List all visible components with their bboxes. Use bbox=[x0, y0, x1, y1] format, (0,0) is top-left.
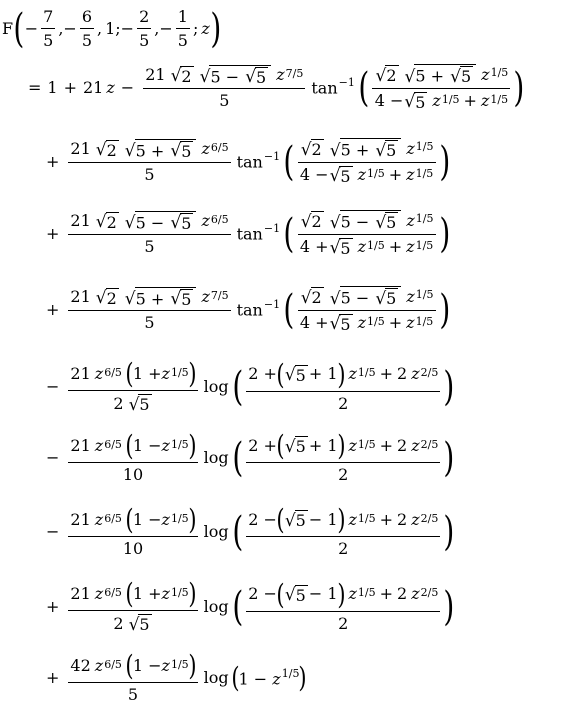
equation-line-1: = 1 + 21 z − 21 √ 2 √ 5 − √ 5 z 7/5 5 $\tan^{-1}$ ( √ 2 √ 5 + √ 5 z 1/5 4 − √ 5 z 1/5 + z 1/5 ) bbox=[28, 64, 525, 113]
arctan-function: $\tan^{-1}$ bbox=[311, 76, 355, 98]
minus-sign: − bbox=[159, 19, 173, 39]
fraction-arg4 bbox=[137, 8, 151, 51]
left-paren: ( bbox=[13, 6, 25, 53]
term-2-coefficient: 21 √ 2 √ 5 + √ 5 z 6/5 5 bbox=[70, 139, 229, 185]
minus-sign: − bbox=[46, 376, 60, 396]
constant-one: 1 bbox=[47, 77, 58, 97]
equation-line-8: + 21 z 6/5 ( 1 + z 1/5 ) 2 √ 5 log ( 2 − ( √ 5 − 1 ) z 1/5 + 2 z 2/5 2 ) bbox=[46, 577, 455, 635]
arg3: 1 bbox=[105, 19, 116, 39]
log-function: log bbox=[203, 668, 229, 688]
term-1-coefficient: 21 √ 2 √ 5 − √ 5 z 7/5 5 bbox=[145, 65, 304, 111]
term-7-coefficient: 21 z 6/5 ( 1 − z 1/5 ) 10 bbox=[70, 503, 197, 558]
log-function: log bbox=[203, 522, 229, 542]
variable-z: z bbox=[106, 77, 115, 97]
fraction-arg5 bbox=[176, 8, 190, 51]
equation-line-5: − 21 z 6/5 ( 1 + z 1/5 ) 2 √ 5 log ( 2 + ( √ 5 + 1 ) z 1/5 + 2 z 2/5 2 ) bbox=[46, 357, 455, 415]
right-paren: ) bbox=[210, 6, 222, 53]
arctan-function: $\tan^{-1}$ bbox=[236, 150, 281, 172]
term-5-coefficient: 21 z 6/5 ( 1 + z 1/5 ) 2 √ 5 bbox=[70, 357, 197, 415]
denominator: 5 bbox=[139, 31, 150, 51]
minus-sign: − bbox=[46, 522, 60, 542]
plus-sign: + bbox=[46, 596, 60, 616]
log-function: log bbox=[203, 596, 229, 616]
log-argument: 2 − ( √ 5 − 1 ) z 1/5 + 2 z 2/5 2 bbox=[248, 577, 439, 633]
numerator: 2 bbox=[139, 7, 150, 26]
arctan-argument: √ 2 √ 5 + √ 5 z 1/5 4 − √ 5 z 1/5 + z 1/5 bbox=[298, 138, 436, 185]
equation-line-4: + 21 √ 2 √ 5 + √ 5 z 7/5 5 $\tan^{-1}$ ( √ 2 √ 5 − √ 5 z 1/5 4 + √ 5 z 1/5 + z 1/5 ) bbox=[46, 286, 450, 335]
variable-z: z bbox=[201, 19, 210, 39]
equation-line-9: + 42 z 6/5 ( 1 − z 1/5 ) 5 log ( $1 - z^{1/5}$ ) bbox=[46, 649, 308, 704]
plus-sign: + bbox=[46, 151, 60, 171]
numerator: 7 bbox=[43, 7, 54, 26]
plus-sign: + bbox=[46, 223, 60, 243]
term-6-coefficient: 21 z 6/5 ( 1 − z 1/5 ) 10 bbox=[70, 429, 197, 484]
linear-coef: 21 bbox=[83, 77, 104, 97]
log-argument: 2 + ( √ 5 + 1 ) z 1/5 + 2 z 2/5 2 bbox=[248, 429, 439, 484]
numerator: 1 bbox=[177, 7, 188, 26]
minus-sign: − bbox=[120, 19, 135, 39]
lhs-expression: F ( − $\frac{7}{5}$ , − $\frac{6}{5}$ , 1 ; − $\frac{2}{5}$ , − $\frac{1}{5}$ ; z ) bbox=[2, 6, 222, 53]
log-argument: 2 − ( √ 5 − 1 ) z 1/5 + 2 z 2/5 2 bbox=[248, 503, 439, 558]
equation-line-6: − 21 z 6/5 ( 1 − z 1/5 ) 10 log ( 2 + ( √ 5 + 1 ) z 1/5 + 2 z 2/5 2 ) bbox=[46, 429, 455, 484]
denominator: 5 bbox=[81, 31, 92, 51]
function-name: F bbox=[2, 19, 14, 39]
log-argument: $1 - z^{1/5}$ bbox=[238, 667, 300, 689]
denominator: 5 bbox=[43, 31, 54, 51]
minus-sign: − bbox=[63, 19, 77, 39]
arctan-function: $\tan^{-1}$ bbox=[236, 298, 281, 320]
log-function: log bbox=[203, 448, 229, 468]
arctan-argument: √ 2 √ 5 + √ 5 z 1/5 4 − √ 5 z 1/5 + z 1/5 bbox=[372, 64, 510, 111]
arctan-function: $\tan^{-1}$ bbox=[236, 222, 281, 244]
minus-sign: − bbox=[24, 19, 39, 39]
fraction-arg1 bbox=[41, 8, 55, 51]
log-function: log bbox=[203, 376, 229, 396]
minus-sign: − bbox=[46, 448, 60, 468]
term-3-coefficient: 21 √ 2 √ 5 − √ 5 z 6/5 5 bbox=[70, 211, 229, 257]
numerator: 6 bbox=[81, 7, 92, 26]
equation-line-3: + 21 √ 2 √ 5 − √ 5 z 6/5 5 $\tan^{-1}$ ( √ 2 √ 5 − √ 5 z 1/5 4 + √ 5 z 1/5 + z 1/5 ) bbox=[46, 210, 450, 259]
denominator: 5 bbox=[177, 31, 188, 51]
term-4-coefficient: 21 √ 2 √ 5 + √ 5 z 7/5 5 bbox=[70, 287, 229, 333]
term-8-coefficient: 21 z 6/5 ( 1 + z 1/5 ) 2 √ 5 bbox=[70, 577, 197, 635]
plus-sign: + bbox=[46, 668, 60, 688]
equals-sign: = bbox=[28, 77, 42, 97]
equation-line-2: + 21 √ 2 √ 5 + √ 5 z 6/5 5 $\tan^{-1}$ ( √ 2 √ 5 + √ 5 z 1/5 4 − √ 5 z 1/5 + z 1/5 ) bbox=[46, 138, 450, 187]
term-9-coefficient: 42 z 6/5 ( 1 − z 1/5 ) 5 bbox=[70, 649, 197, 704]
arctan-argument: √ 2 √ 5 − √ 5 z 1/5 4 + √ 5 z 1/5 + z 1/5 bbox=[298, 210, 436, 257]
plus-sign: + bbox=[46, 299, 60, 319]
arctan-argument: √ 2 √ 5 − √ 5 z 1/5 4 + √ 5 z 1/5 + z 1/5 bbox=[298, 286, 436, 333]
fraction-arg2 bbox=[80, 8, 94, 51]
equation-line-7: − 21 z 6/5 ( 1 − z 1/5 ) 10 log ( 2 − ( √ 5 − 1 ) z 1/5 + 2 z 2/5 2 ) bbox=[46, 503, 455, 558]
log-argument: 2 + ( √ 5 + 1 ) z 1/5 + 2 z 2/5 2 bbox=[248, 357, 439, 413]
